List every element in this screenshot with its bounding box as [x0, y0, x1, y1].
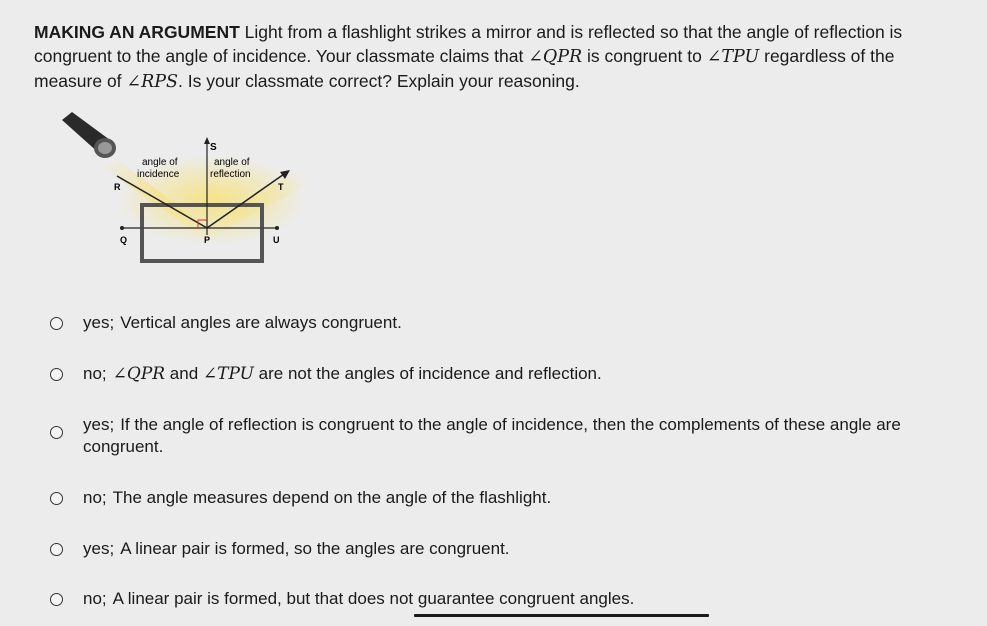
radio-button[interactable]	[50, 426, 63, 439]
option-4[interactable]	[50, 487, 980, 509]
question-lead: MAKING AN ARGUMENT	[34, 22, 240, 42]
option-6[interactable]	[50, 588, 980, 610]
radio-button[interactable]	[50, 317, 63, 330]
radio-button[interactable]	[50, 593, 63, 606]
incidence-label-1: angle of	[142, 157, 178, 168]
label-s: S	[210, 142, 217, 153]
mirror-diagram	[62, 110, 322, 280]
radio-button[interactable]	[50, 368, 63, 381]
angle-tpu: ∠TPU	[706, 47, 760, 67]
option-label: yes; Vertical angles are always congruent.	[83, 313, 402, 332]
option-2[interactable]	[50, 363, 980, 385]
label-t: T	[278, 182, 284, 192]
option-label: no; ∠QPR and ∠TPU are not the angles of incidence and reflection.	[83, 364, 602, 384]
question-text-part: regardless of the measure of	[34, 46, 895, 91]
label-u: U	[273, 235, 280, 245]
label-r: R	[114, 182, 121, 192]
question-text-part: is congruent to	[582, 46, 707, 66]
option-1[interactable]	[50, 312, 980, 334]
label-p: P	[204, 235, 211, 245]
angle-qpr: ∠QPR	[528, 47, 583, 67]
option-5[interactable]	[50, 538, 980, 560]
point-u	[275, 226, 279, 230]
reflection-label-2: reflection	[210, 169, 251, 180]
question-text-part: . Is your classmate correct? Explain your reasoning.	[178, 71, 580, 91]
question-text-part: Light from a flashlight strikes a mirror and is reflected so that the angle of reflection is congruent to the angle of incidence. Your classmate claims that	[34, 22, 903, 66]
radio-button[interactable]	[50, 543, 63, 556]
label-q: Q	[120, 235, 128, 245]
option-3[interactable]	[50, 414, 980, 458]
angle-rps: ∠RPS	[126, 72, 179, 92]
option-label: yes; If the angle of reflection is congruent to the angle of incidence, then the complements of these angle are congruent.	[83, 415, 901, 456]
option-label: yes; A linear pair is formed, so the angles are congruent.	[83, 539, 510, 558]
handwritten-underline	[414, 614, 709, 617]
incidence-label-2: incidence	[137, 169, 180, 180]
radio-button[interactable]	[50, 492, 63, 505]
option-label: no; A linear pair is formed, but that does not guarantee congruent angles.	[83, 589, 635, 608]
option-label: no; The angle measures depend on the angle of the flashlight.	[83, 488, 552, 507]
point-q	[120, 226, 124, 230]
question-text	[34, 20, 934, 94]
reflection-label-1: angle of	[214, 157, 250, 168]
